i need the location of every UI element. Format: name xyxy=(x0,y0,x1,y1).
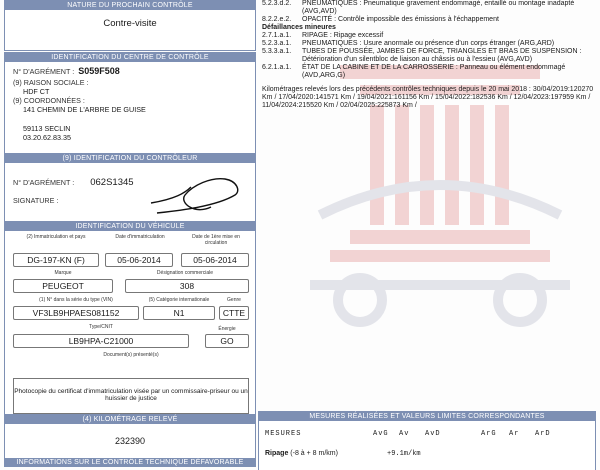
unfavorable-section xyxy=(4,458,256,467)
defect-row xyxy=(262,0,596,16)
defect-row xyxy=(262,64,596,80)
vin-label: (1) N° dans la série du type (VIN) xyxy=(39,297,113,303)
section-header: NATURE DU PROCHAIN CONTRÔLE xyxy=(5,1,255,10)
agrement-label: N° D'AGRÉMENT : xyxy=(13,178,75,187)
center-address: 141 CHEMIN DE L'ARBRE DE GUISE xyxy=(23,105,146,114)
genre-label: Genre xyxy=(227,297,241,303)
defect-code: 2.7.1.a.1. xyxy=(262,32,292,39)
center-city: 59113 SECLIN xyxy=(23,124,71,133)
ripage-value: +9.1m/km xyxy=(387,450,421,458)
col-mesures: MESURES xyxy=(265,430,302,438)
control-center-section xyxy=(4,52,256,158)
defect-code: 8.2.2.e.2. xyxy=(262,16,292,23)
controller-agrement-value: 062S1345 xyxy=(90,177,134,188)
immat-field: DG-197-KN (F) xyxy=(13,253,99,267)
date-immat-field: 05-06-2014 xyxy=(105,253,173,267)
documents-field: Photocopie du certificat d'immatriculation visée par un commissaire-priseur ou un huissier de justice xyxy=(13,378,249,414)
col-avd: AvD xyxy=(425,430,441,438)
raison-value: HDF CT xyxy=(23,87,50,96)
signature-image xyxy=(145,173,245,221)
vin-field: VF3LB9HPAES081152 xyxy=(13,306,139,320)
km-value: 232390 xyxy=(114,436,146,446)
defect-code: 5.2.3.a.1. xyxy=(262,40,292,47)
section-header: IDENTIFICATION DU VÉHICULE xyxy=(5,222,255,231)
measures-section xyxy=(258,411,596,470)
raison-label: (9) RAISON SOCIALE : xyxy=(13,78,89,87)
minor-defects xyxy=(262,32,596,80)
major-defects xyxy=(262,0,596,24)
agrement-label: N° D'AGRÉMENT : xyxy=(13,67,75,76)
vehicle-section xyxy=(4,221,256,419)
defect-text: PNEUMATIQUES : Usure anormale ou présence d'un corps étranger (ARG,ARD) xyxy=(302,40,555,47)
immat-label: (2) Immatriculation et pays xyxy=(26,234,86,240)
ripage-label: Ripage xyxy=(265,450,289,457)
energie-field: GO xyxy=(205,334,249,348)
km-history: Kilométrages relevés lors des précédents contrôles techniques depuis le 20 mai 2018 : 30/04/2019:120270 Km / 17/04/2020:141571 Km / 19/04/2021:161156 Km / 15/04/2022:182536 Km / 12/04/2023:197959 Km / 11/04/2024:215520 Km / 02/04/2025:225873 Km / xyxy=(262,86,594,109)
categorie-field: N1 xyxy=(143,306,215,320)
ripage-limits: (-8 à + 8 m/km) xyxy=(290,450,338,457)
coord-label: (9) COORDONNÉES : xyxy=(13,96,85,105)
defect-row xyxy=(262,16,596,24)
documents-label: Document(s) présenté(s) xyxy=(103,352,159,358)
col-arg: ArG xyxy=(481,430,497,438)
date-first-field: 05-06-2014 xyxy=(181,253,249,267)
defect-code: 5.3.3.a.1. xyxy=(262,48,292,55)
designation-label: Désignation commerciale xyxy=(156,270,214,276)
km-section xyxy=(4,414,256,461)
center-phone: 03.20.62.83.35 xyxy=(23,133,71,142)
defect-text: RIPAGE : Ripage excessif xyxy=(302,32,384,39)
genre-field: CTTE xyxy=(219,306,249,320)
col-av: Av xyxy=(399,430,410,438)
date-immat-label: Date d'immatriculation xyxy=(115,234,165,240)
controller-section xyxy=(4,153,256,228)
left-column xyxy=(4,0,256,470)
defect-text: OPACITÉ : Contrôle impossible des émissions à l'échappement xyxy=(302,16,499,23)
defect-code: 6.2.1.a.1. xyxy=(262,64,292,71)
marque-field: PEUGEOT xyxy=(13,279,113,293)
ripage-label-row xyxy=(265,450,338,457)
section-header: INFORMATIONS SUR LE CONTRÔLE TECHNIQUE DÉFAVORABLE xyxy=(4,458,256,467)
marque-label: Marque xyxy=(54,270,72,276)
defect-row xyxy=(262,40,596,48)
section-header: (9) IDENTIFICATION DU CONTRÔLEUR xyxy=(5,154,255,163)
energie-label: Énergie xyxy=(218,326,236,332)
col-ard: ArD xyxy=(535,430,551,438)
signature-label: SIGNATURE : xyxy=(13,196,59,205)
section-header: IDENTIFICATION DU CENTRE DE CONTRÔLE xyxy=(5,53,255,62)
center-agrement-value: S059F508 xyxy=(78,66,120,76)
defect-row xyxy=(262,48,596,64)
center-agrement-row xyxy=(13,66,247,76)
type-label: Type/CNIT xyxy=(89,324,113,330)
designation-field: 308 xyxy=(125,279,249,293)
date-first-label: Date de 1ère mise en circulation xyxy=(192,234,240,246)
next-visit-section xyxy=(4,0,256,51)
categorie-label: (5) Catégorie internationale xyxy=(148,297,210,303)
col-ar: Ar xyxy=(509,430,520,438)
section-header: (4) KILOMÉTRAGE RELEVÉ xyxy=(5,415,255,424)
section-header: MESURES RÉALISÉES ET VALEURS LIMITES CORRESPONDANTES xyxy=(259,412,595,421)
defect-text: TUBES DE POUSSÉE, JAMBES DE FORCE, TRIANGLES ET BRAS DE SUSPENSION : Détérioration d'un silentbloc de liaison au châssis ou à l'essieu (AVG,AVD) xyxy=(302,48,582,63)
defect-row xyxy=(262,32,596,40)
defects-list xyxy=(262,0,596,110)
type-field: LB9HPA-C21000 xyxy=(13,334,189,348)
minor-defects-title: Défaillances mineures xyxy=(262,24,336,31)
col-avg: AvG xyxy=(373,430,389,438)
right-column xyxy=(258,0,596,470)
next-visit-value: Contre-visite xyxy=(103,18,157,29)
defect-text: PNEUMATIQUES : Pneumatique gravement endommagé, entaillé ou montage inadapté (AVG,AVD) xyxy=(302,0,575,15)
defect-code: 5.2.3.d.2. xyxy=(262,0,292,7)
defect-text: ÉTAT DE LA CABINE ET DE LA CARROSSERIE : Panneau ou élément endommagé (AVD,ARG,G) xyxy=(302,64,566,79)
